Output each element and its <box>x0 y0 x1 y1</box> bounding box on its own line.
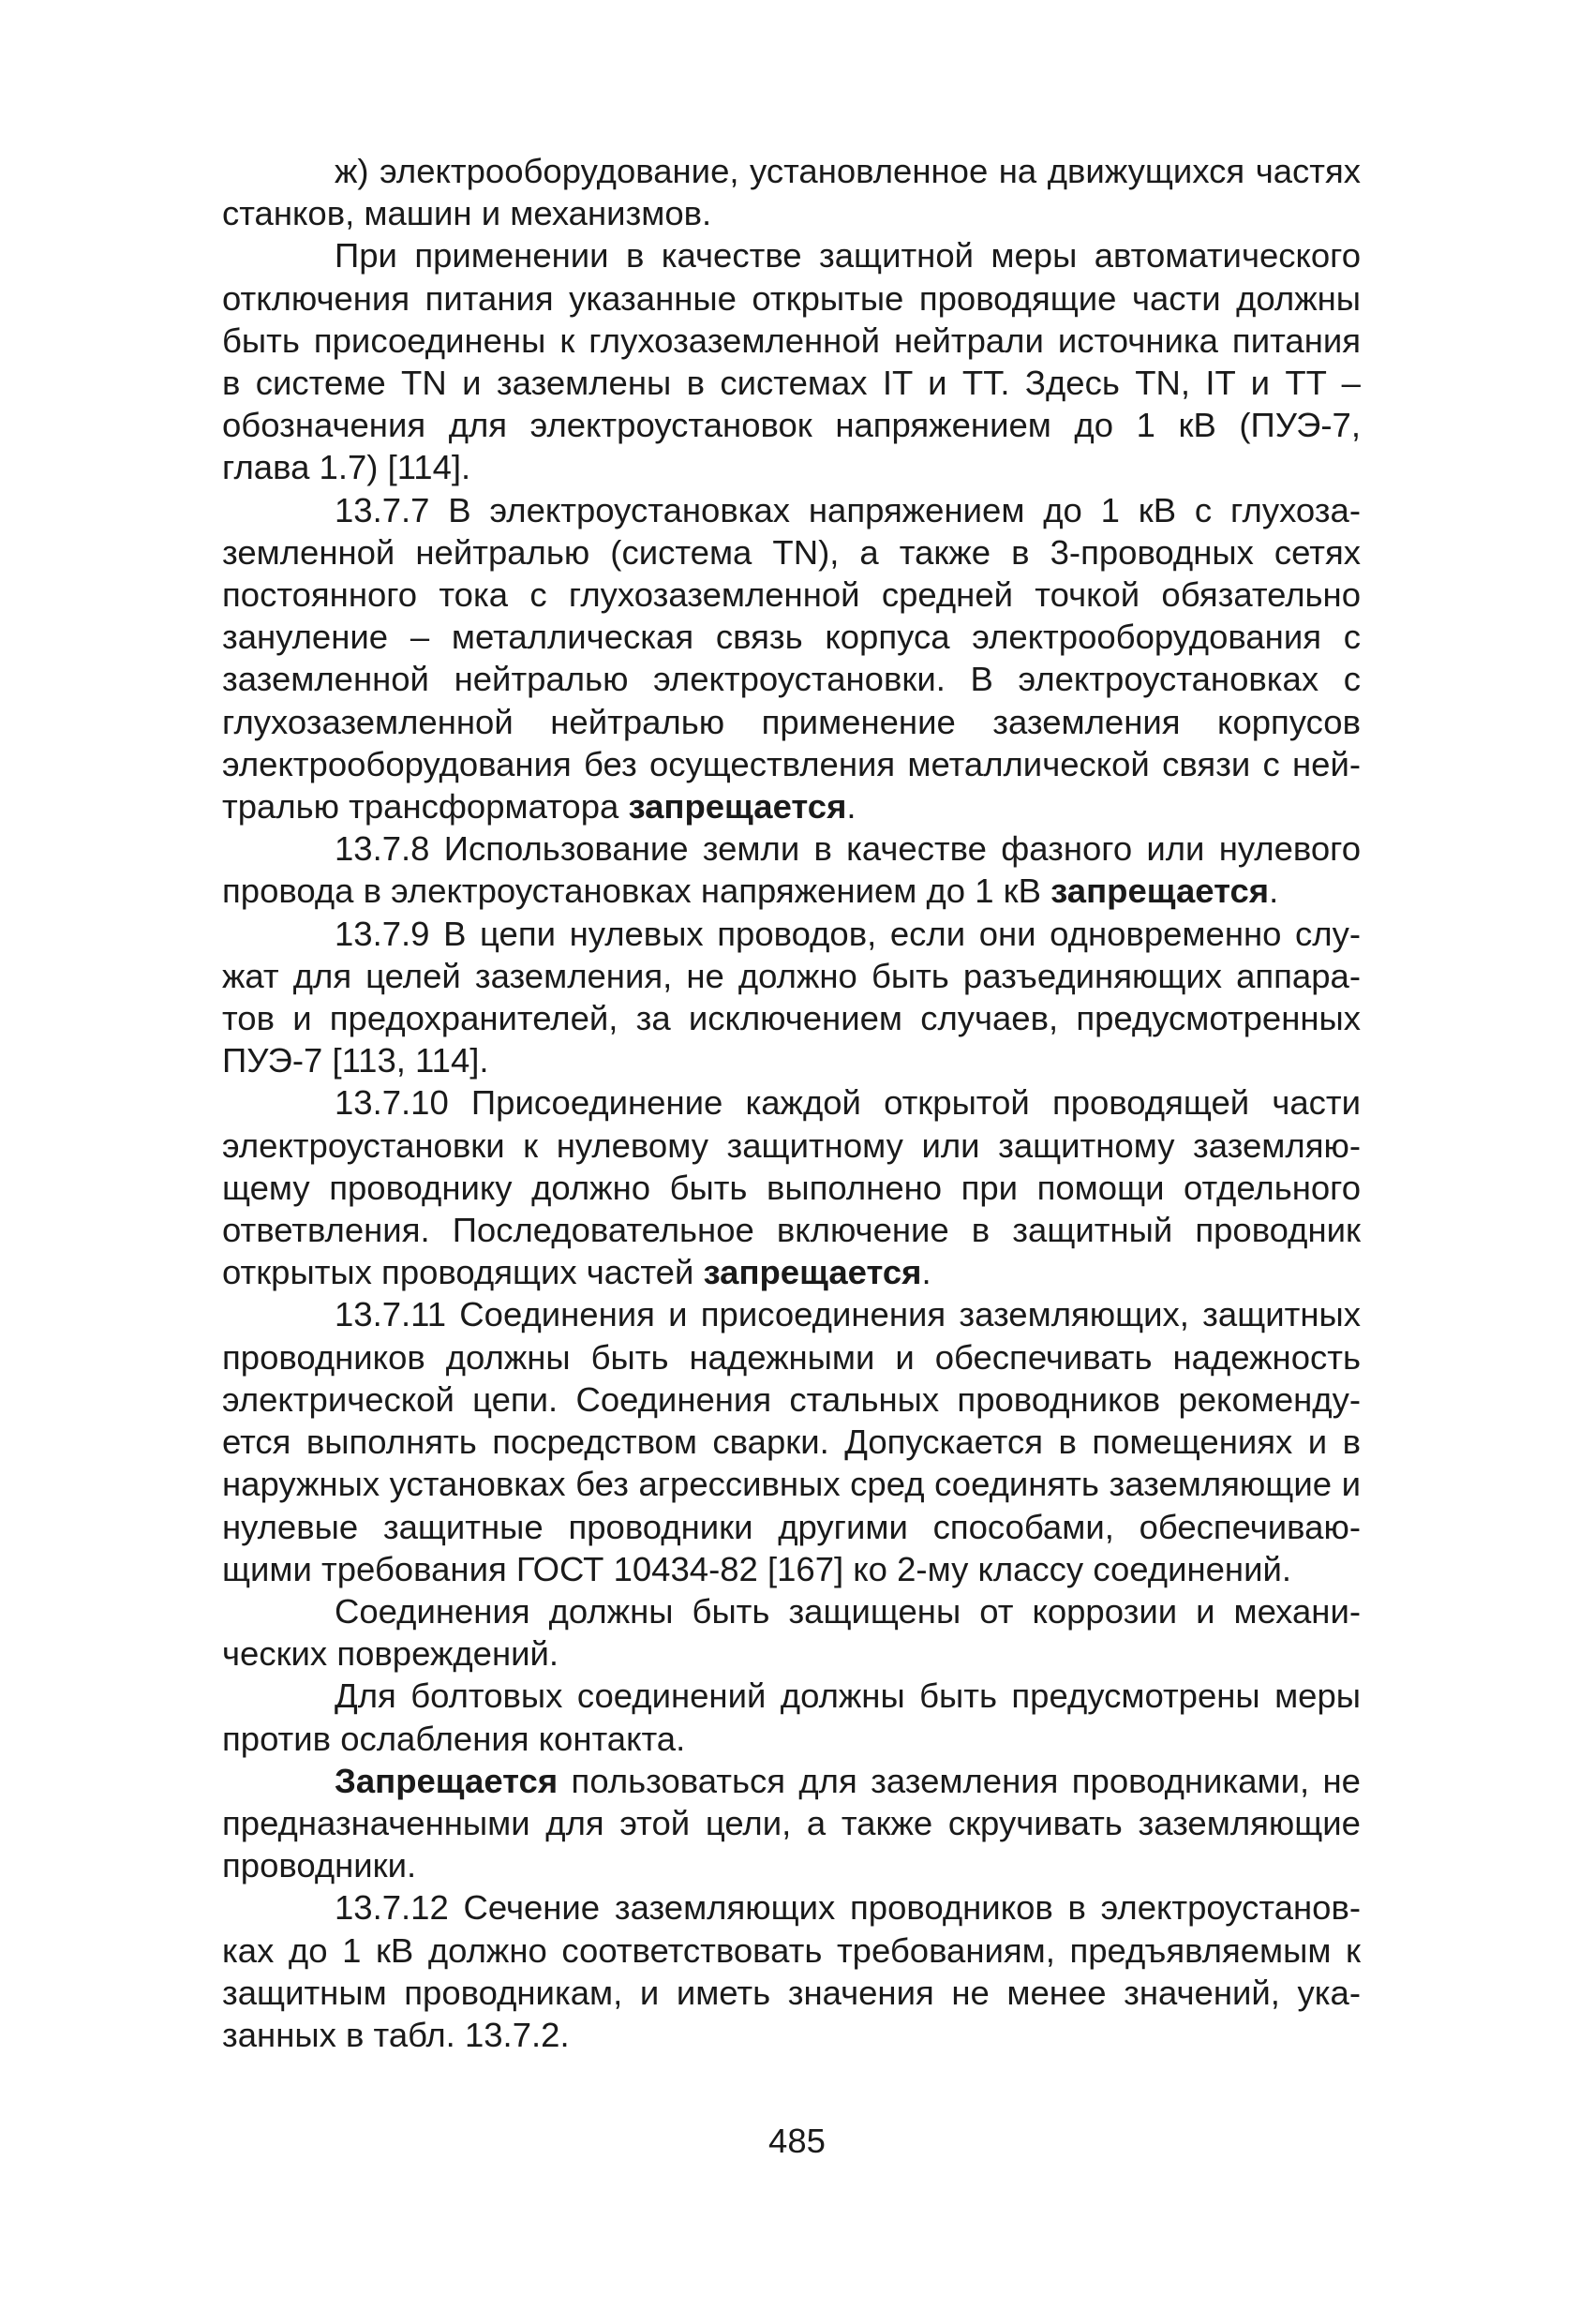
paragraph-text: Для болтовых соединений должны быть предусмотрены меры против ослабления контакта. <box>222 1676 1361 1758</box>
paragraph-automatic-disconnection <box>222 234 1361 488</box>
document-body <box>222 150 1361 2056</box>
paragraph-text: 13.7.8 Использование земли в качестве фазного или нулевого провода в электроустановках напряжением до 1 кВ <box>222 829 1361 911</box>
prohibited-emphasis: запрещается <box>628 787 847 827</box>
paragraph-text: 13.7.7 В электроустановках напряжением до 1 кВ с глухозаземленной нейтралью (система TN), а также в 3-проводных сетях постоянного тока с глухозаземленной средней точкой обязательно зануление – металлическая связь корпуса электрооборудования с заземленной нейтралью электроустановки. В электроустановках с глухозаземленной нейтралью применение заземления корпусов электрооборудования без осуществления металлической связи с нейтралью трансформатора <box>222 490 1361 827</box>
paragraph-13-7-12 <box>222 1886 1361 2056</box>
prohibited-emphasis: запрещается <box>1050 872 1270 911</box>
paragraph-text: 13.7.9 В цепи нулевых проводов, если они одновременно служат для целей заземления, не должно быть разъединяющих аппаратов и предохранителей, за исключением случаев, предусмотренных ПУЭ-7 [113, 114]. <box>222 914 1361 1080</box>
page-number: 485 <box>768 2122 826 2160</box>
paragraph-prohibited-conductors <box>222 1760 1361 1887</box>
paragraph-13-7-7 <box>222 489 1361 828</box>
paragraph-text: . <box>1269 872 1279 911</box>
paragraph-text: 13.7.11 Соединения и присоединения заземляющих, защитных проводников должны быть надежными и обеспечивать надежность электрической цепи. Соединения стальных проводников рекомендуется выполнять посредством сварки. Допускается в помещениях и в наружных установках без агрессивных сред соединять заземляющие и нулевые защитные проводники другими способами, обеспечивающими требования ГОСТ 10434-82 [167] ко 2-му классу соединений. <box>222 1295 1361 1588</box>
paragraph-13-7-9 <box>222 913 1361 1082</box>
paragraph-text: При применении в качестве защитной меры автоматического отключения питания указанные открытые проводящие части должны быть присоединены к глухозаземленной нейтрали источника питания в системе TN и заземлены в системах IT и TT. Здесь TN, IT и TT – обозначения для электроустановок напряжением до 1 кВ (ПУЭ-7, глава 1.7) [114]. <box>222 236 1361 487</box>
paragraph-corrosion-protection <box>222 1590 1361 1675</box>
prohibited-emphasis: запрещается <box>703 1253 922 1292</box>
paragraph-text: Соединения должны быть защищены от коррозии и механических повреждений. <box>222 1591 1361 1674</box>
paragraph-equipment-moving-parts <box>222 150 1361 234</box>
paragraph-text: 13.7.10 Присоединение каждой открытой проводящей части электроустановки к нулевому защитному или защитному заземляющему проводнику должно быть выполнено при помощи отдельного ответвления. Последовательное включение в защитный проводник открытых проводящих частей <box>222 1083 1361 1292</box>
paragraph-text: . <box>921 1253 931 1292</box>
paragraph-text: 13.7.12 Сечение заземляющих проводников в электроустановках до 1 кВ должно соответствовать требованиям, предъявляемым к защитным проводникам, и иметь значения не менее значений, указанных в табл. 13.7.2. <box>222 1888 1361 2054</box>
paragraph-13-7-8 <box>222 827 1361 912</box>
prohibited-emphasis: Запрещается <box>335 1761 559 1800</box>
paragraph-13-7-11 <box>222 1293 1361 1589</box>
paragraph-text: пользоваться для заземления проводниками, не предназначенными для этой цели, а также скручивать заземляющие проводники. <box>222 1761 1361 1885</box>
paragraph-bolted-connections <box>222 1675 1361 1759</box>
paragraph-13-7-10 <box>222 1081 1361 1293</box>
paragraph-text: . <box>846 787 857 827</box>
paragraph-text: ж) электрооборудование, установленное на движущихся частях станков, машин и механизмов. <box>222 152 1361 233</box>
